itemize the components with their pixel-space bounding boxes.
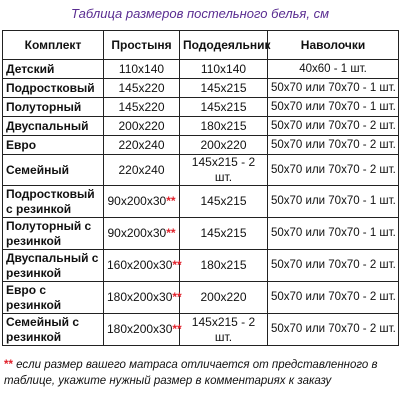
table-row bbox=[3, 314, 399, 346]
cell-pillowcases-text: 50х70 или 70х70 - 1 шт. bbox=[271, 100, 396, 113]
cell-pillowcases bbox=[268, 250, 399, 282]
cell-pillowcases-text: 50х70 или 70х70 - 2 шт. bbox=[271, 138, 396, 151]
table-row bbox=[3, 60, 399, 79]
table-row bbox=[3, 186, 399, 218]
cell-duvet bbox=[180, 282, 268, 314]
cell-sheet bbox=[104, 218, 180, 250]
cell-pillowcases bbox=[268, 282, 399, 314]
cell-set-name-text: Подростковый с резинкой bbox=[6, 186, 95, 216]
cell-duvet-text: 180х215 bbox=[200, 118, 247, 133]
header-row bbox=[3, 31, 399, 60]
cell-duvet-text: 200х220 bbox=[200, 137, 247, 152]
cell-sheet bbox=[104, 155, 180, 186]
cell-pillowcases bbox=[268, 79, 399, 98]
footnote-ref-mark: ** bbox=[166, 194, 176, 208]
cell-pillowcases bbox=[268, 136, 399, 155]
cell-duvet bbox=[180, 98, 268, 117]
cell-sheet-text: 90х200х30 bbox=[107, 226, 167, 240]
cell-sheet bbox=[104, 79, 180, 98]
cell-set-name-text: Двуспальный bbox=[6, 118, 89, 133]
cell-pillowcases bbox=[268, 186, 399, 218]
cell-sheet-text: 145х220 bbox=[118, 80, 165, 95]
footnote-mark: ** bbox=[4, 359, 13, 371]
cell-sheet-text: 220х240 bbox=[118, 162, 165, 177]
cell-set-name bbox=[3, 136, 104, 155]
cell-pillowcases-text: 50х70 или 70х70 - 1 шт. bbox=[271, 81, 396, 94]
cell-set-name-text: Двуспальный с резинкой bbox=[6, 250, 99, 280]
table-row bbox=[3, 79, 399, 98]
cell-set-name-text: Полуторный bbox=[6, 99, 82, 114]
cell-set-name-text: Подростковый bbox=[6, 80, 95, 95]
header-sheet: Простыня bbox=[104, 31, 180, 60]
cell-set-name-text: Семейный с резинкой bbox=[6, 314, 79, 344]
cell-sheet-text: 180х200х30 bbox=[107, 322, 173, 336]
table-row bbox=[3, 98, 399, 117]
cell-duvet bbox=[180, 117, 268, 136]
cell-pillowcases bbox=[268, 218, 399, 250]
cell-duvet bbox=[180, 155, 268, 186]
cell-sheet-text: 145х220 bbox=[118, 99, 165, 114]
cell-sheet bbox=[104, 136, 180, 155]
cell-pillowcases-text: 50х70 или 70х70 - 2 шт. bbox=[271, 323, 396, 335]
cell-pillowcases bbox=[268, 117, 399, 136]
cell-sheet bbox=[104, 250, 180, 282]
header-duvet: Пододеяльник bbox=[180, 31, 268, 60]
header-set: Комплект bbox=[3, 31, 104, 60]
cell-duvet bbox=[180, 250, 268, 282]
cell-set-name bbox=[3, 250, 104, 282]
cell-sheet bbox=[104, 282, 180, 314]
cell-duvet bbox=[180, 314, 268, 346]
cell-sheet bbox=[104, 314, 180, 346]
footnote-ref-mark: ** bbox=[172, 322, 182, 336]
cell-sheet-text: 160х200х30 bbox=[107, 258, 173, 272]
table-row bbox=[3, 155, 399, 186]
cell-pillowcases-text: 50х70 или 70х70 - 2 шт. bbox=[271, 259, 396, 271]
cell-set-name-text: Полуторный с резинкой bbox=[6, 218, 92, 248]
cell-sheet-text: 110х140 bbox=[118, 61, 165, 76]
cell-pillowcases bbox=[268, 98, 399, 117]
cell-duvet-text: 145х215 bbox=[200, 226, 247, 240]
table-row bbox=[3, 136, 399, 155]
cell-duvet-text: 145х215 bbox=[200, 99, 247, 114]
cell-pillowcases-text: 50х70 или 70х70 - 1 шт. bbox=[271, 195, 396, 207]
cell-duvet bbox=[180, 218, 268, 250]
footnote-ref-mark: ** bbox=[172, 290, 182, 304]
cell-pillowcases bbox=[268, 60, 399, 79]
cell-pillowcases-text: 50х70 или 70х70 - 2 шт. bbox=[271, 163, 396, 176]
table-row bbox=[3, 282, 399, 314]
cell-duvet-text: 145х215 - 2 шт. bbox=[191, 155, 256, 184]
cell-set-name-text: Семейный bbox=[6, 162, 69, 177]
cell-set-name bbox=[3, 186, 104, 218]
footnote-ref-mark: ** bbox=[166, 226, 176, 240]
cell-pillowcases-text: 50х70 или 70х70 - 1 шт. bbox=[271, 227, 396, 239]
cell-sheet-text: 180х200х30 bbox=[107, 290, 173, 304]
cell-duvet-text: 110х140 bbox=[200, 61, 247, 76]
cell-set-name bbox=[3, 282, 104, 314]
table-row bbox=[3, 250, 399, 282]
cell-set-name bbox=[3, 98, 104, 117]
cell-set-name-text: Детский bbox=[6, 61, 55, 76]
cell-set-name bbox=[3, 218, 104, 250]
cell-duvet bbox=[180, 186, 268, 218]
cell-set-name-text: Евро с резинкой bbox=[6, 282, 62, 312]
table-row bbox=[3, 117, 399, 136]
cell-sheet bbox=[104, 117, 180, 136]
table-title: Таблица размеров постельного белья, см bbox=[71, 6, 329, 21]
cell-sheet bbox=[104, 60, 180, 79]
cell-duvet-text: 145х215 bbox=[200, 80, 247, 95]
cell-pillowcases-text: 50х70 или 70х70 - 2 шт. bbox=[271, 291, 396, 303]
footnote-text: если размер вашего матраса отличается от представленного в таблице, укажите нужный размер в комментариях к заказу bbox=[4, 359, 378, 387]
cell-sheet-text: 200х220 bbox=[118, 118, 165, 133]
cell-set-name bbox=[3, 79, 104, 98]
size-table bbox=[2, 30, 399, 346]
cell-duvet-text: 145х215 bbox=[200, 194, 247, 208]
cell-duvet-text: 200х220 bbox=[200, 290, 247, 304]
cell-duvet-text: 145х215 - 2 шт. bbox=[191, 314, 256, 344]
table-row bbox=[3, 218, 399, 250]
cell-pillowcases-text: 40х60 - 1 шт. bbox=[299, 62, 367, 75]
cell-set-name bbox=[3, 117, 104, 136]
cell-set-name bbox=[3, 60, 104, 79]
cell-pillowcases bbox=[268, 155, 399, 186]
cell-sheet-text: 220х240 bbox=[118, 137, 165, 152]
footnote-ref-mark: ** bbox=[172, 258, 182, 272]
cell-duvet bbox=[180, 60, 268, 79]
cell-set-name bbox=[3, 314, 104, 346]
header-pillowcases: Наволочки bbox=[268, 31, 399, 60]
cell-duvet bbox=[180, 79, 268, 98]
cell-duvet-text: 180х215 bbox=[200, 258, 247, 272]
cell-duvet bbox=[180, 136, 268, 155]
footnote bbox=[4, 357, 396, 389]
cell-set-name bbox=[3, 155, 104, 186]
cell-sheet bbox=[104, 186, 180, 218]
cell-sheet bbox=[104, 98, 180, 117]
cell-pillowcases bbox=[268, 314, 399, 346]
cell-pillowcases-text: 50х70 или 70х70 - 2 шт. bbox=[271, 119, 396, 132]
cell-set-name-text: Евро bbox=[6, 137, 37, 152]
cell-sheet-text: 90х200х30 bbox=[107, 194, 167, 208]
